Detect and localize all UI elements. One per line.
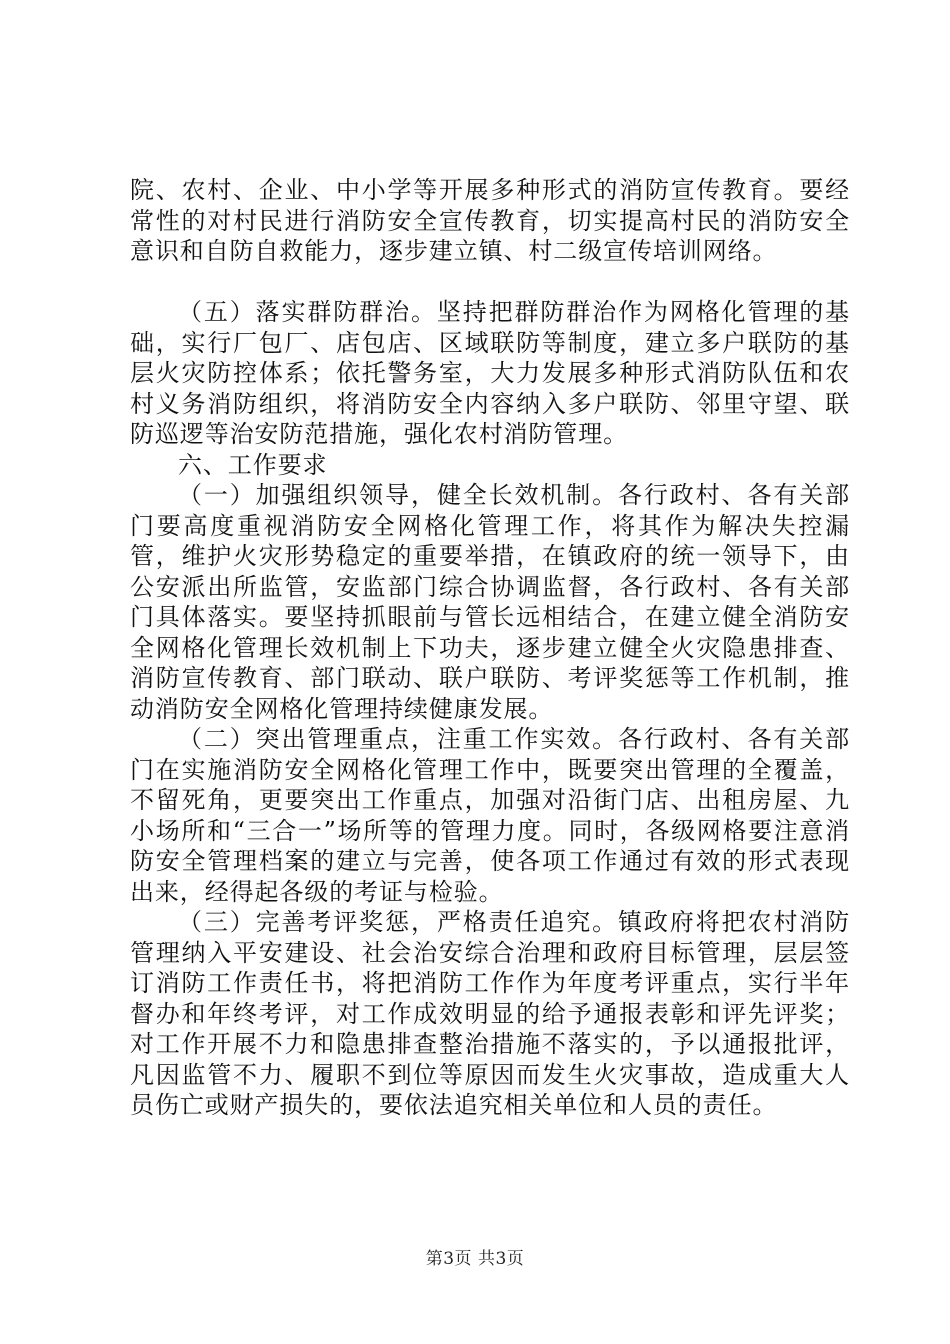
- requirement-3: （三）完善考评奖惩，严格责任追究。镇政府将把农村消防管理纳入平安建设、社会治安综合治理和政府目标管理，层层签订消防工作责任书，将把消防工作作为年度考评重点，实行半年督办和年终考评，对工作成效明显的给予通报表彰和评先评奖；对工作开展不力和隐患排查整治措施不落实的，予以通报批评，凡因监管不力、履职不到位等原因而发生火灾事故，造成重大人员伤亡或财产损失的，要依法追究相关单位和人员的责任。: [130, 908, 850, 1119]
- document-body-main: [130, 297, 850, 1121]
- paragraph-5: （五）落实群防群治。坚持把群防群治作为网格化管理的基础，实行厂包厂、店包店、区域联防等制度，建立多户联防的基层火灾防控体系；依托警务室，大力发展多种形式消防队伍和农村义务消防组织，将消防安全内容纳入多户联防、邻里守望、联防巡逻等治安防范措施，强化农村消防管理。: [130, 298, 850, 448]
- document-body-top: [130, 175, 850, 267]
- section-heading: 六、工作要求: [178, 450, 328, 479]
- continuation-paragraph: 院、农村、企业、中小学等开展多种形式的消防宣传教育。要经常性的对村民进行消防安全宣传教育，切实提高村民的消防安全意识和自防自救能力，逐步建立镇、村二级宣传培训网络。: [130, 176, 850, 265]
- requirement-1: （一）加强组织领导，健全长效机制。各行政村、各有关部门要高度重视消防安全网格化管理工作，将其作为解决失控漏管，维护火灾形势稳定的重要举措，在镇政府的统一领导下，由公安派出所监管，安监部门综合协调监督，各行政村、各有关部门具体落实。要坚持抓眼前与管长远相结合，在建立健全消防安全网格化管理长效机制上下功夫，逐步建立健全火灾隐患排查、消防宣传教育、部门联动、联户联防、考评奖惩等工作机制，推动消防安全网格化管理持续健康发展。: [130, 481, 850, 723]
- page-footer: 第3页 共3页: [425, 1249, 525, 1269]
- requirement-2: （二）突出管理重点，注重工作实效。各行政村、各有关部门在实施消防安全网格化管理工作中，既要突出管理的全覆盖，不留死角，更要突出工作重点，加强对沿街门店、出租房屋、九小场所和“三合一”场所等的管理力度。同时，各级网格要注意消防安全管理档案的建立与完善，使各项工作通过有效的形式表现出来，经得起各级的考证与检验。: [130, 725, 850, 906]
